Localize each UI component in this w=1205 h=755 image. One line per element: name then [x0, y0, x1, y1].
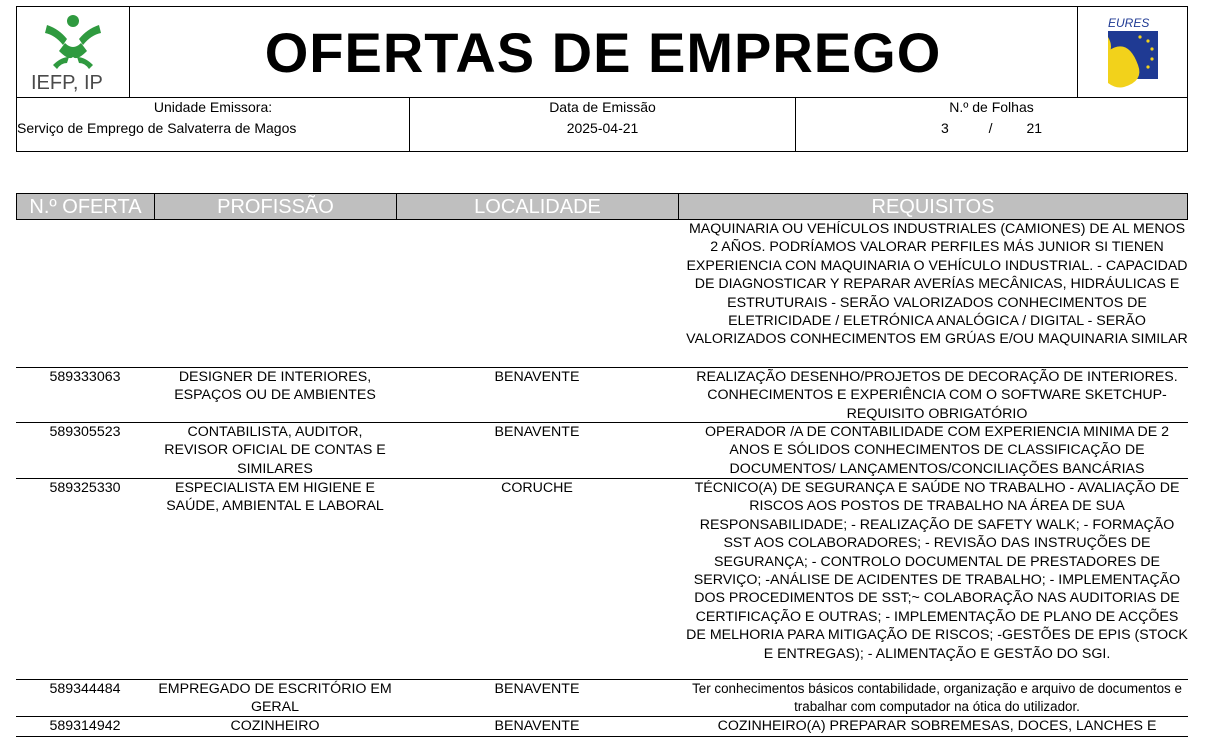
table-row: [16, 479, 1188, 680]
offer-requirements: REALIZAÇÃO DESENHO/PROJETOS DE DECORAÇÃO DE INTERIORES. CONHECIMENTOS E EXPERIÊNCIA COM O SOFTWARE SKETCHUP-REQUISITO OBRIGATÓRIO: [696, 369, 1178, 422]
offer-number: 589325330: [49, 480, 121, 496]
eures-logo-icon: [1078, 7, 1188, 97]
table-row: [16, 680, 1188, 717]
header-meta-row: [17, 98, 1187, 152]
offer-number: 589344484: [49, 681, 121, 697]
header-requisitos: REQUISITOS: [871, 196, 995, 218]
offer-location: BENAVENTE: [494, 424, 580, 440]
offer-profession: EMPREGADO DE ESCRITÓRIO EM GERAL: [158, 681, 392, 716]
iefp-logo-icon: [17, 7, 129, 97]
data-emissao-label: Data de Emissão: [549, 99, 656, 115]
iefp-logo-text: IEFP, IP: [31, 72, 103, 94]
offer-location: CORUCHE: [501, 480, 573, 496]
table-row: [16, 220, 1188, 368]
header-top-row: [17, 7, 1187, 98]
offer-location: BENAVENTE: [494, 681, 580, 697]
folhas-label: N.º de Folhas: [949, 99, 1034, 115]
table-row: [16, 423, 1188, 479]
eures-logo-text: EURES: [1108, 16, 1150, 30]
header-num-oferta: N.º OFERTA: [17, 194, 155, 219]
header-profissao: PROFISSÃO: [155, 194, 397, 219]
folhas-separator: /: [988, 120, 993, 136]
offer-profession: DESIGNER DE INTERIORES, ESPAÇOS OU DE AMBIENTES: [174, 369, 376, 404]
data-emissao-value: 2025-04-21: [566, 120, 639, 136]
page-title: OFERTAS DE EMPREGO: [264, 20, 942, 84]
folhas-cell: [796, 98, 1187, 152]
offer-location: BENAVENTE: [494, 718, 580, 734]
offer-number: 589314942: [49, 718, 121, 734]
folhas-value: [796, 120, 1187, 136]
document-header: [16, 6, 1188, 152]
table-row: [16, 717, 1188, 737]
offer-requirements: COZINHEIRO(A) PREPARAR SOBREMESAS, DOCES, LANCHES E: [717, 718, 1157, 734]
header-localidade: LOCALIDADE: [397, 194, 679, 219]
iefp-logo: [17, 7, 130, 97]
offer-number: 589305523: [49, 424, 121, 440]
offer-profession: CONTABILISTA, AUDITOR, REVISOR OFICIAL DE CONTAS E SIMILARES: [164, 424, 386, 477]
offer-requirements: MAQUINARIA OU VEHÍCULOS INDUSTRIALES (CAMIONES) DE AL MENOS 2 AÑOS. PODRÍAMOS VALORAR PERFILES MÁS JUNIOR SI TIENEN EXPERIENCIA CON MAQUINARIA O VEHÍCULO INDUSTRIAL. - CAPACIDAD DE DIAGNOSTICAR Y REPARAR AVERÍAS MECÂNICAS, HIDRÁULICAS E ESTRUTURAIS - SERÃO VALORIZADOS CONHECIMENTOS DE ELETRICIDADE / ELETRÓNICA ANALÓGICA / DIGITAL - SERÃO VALORIZADOS CONHECIMENTOS EM GRÚAS E/OU MAQUINARIA SIMILAR: [686, 221, 1188, 348]
emissor-value: Serviço de Emprego de Salvaterra de Magos: [17, 120, 297, 136]
emissor-cell: [17, 98, 410, 152]
offer-profession: COZINHEIRO: [230, 718, 320, 734]
offer-location: BENAVENTE: [494, 369, 580, 385]
data-emissao-cell: [410, 98, 796, 152]
table-header-row: [16, 193, 1188, 220]
emissor-label: Unidade Emissora:: [153, 99, 273, 115]
folhas-current: 3: [940, 120, 949, 136]
offer-profession: ESPECIALISTA EM HIGIENE E SAÚDE, AMBIENTAL E LABORAL: [166, 480, 384, 515]
offer-number: 589333063: [49, 369, 121, 385]
folhas-total: 21: [1026, 120, 1043, 136]
offer-requirements: TÉCNICO(A) DE SEGURANÇA E SAÚDE NO TRABALHO - AVALIAÇÃO DE RISCOS AOS POSTOS DE TRABALHO NA ÁREA DE SUA RESPONSABILIDADE; - REALIZAÇÃO DE SAFETY WALK; - FORMAÇÃO SST AOS COLABORADORES; - REVISÃO DAS INSTRUÇÕES DE SEGURANÇA; - CONTROLO DOCUMENTAL DE PRESTADORES DE SERVIÇO; -ANÁLISE DE ACIDENTES DE TRABALHO; - IMPLEMENTAÇÃO DOS PROCEDIMENTOS DE SST;~ COLABORAÇÃO NAS AUDITORIAS DE CERTIFICAÇÃO E OUTRAS; - IMPLEMENTAÇÃO DE PLANO DE ACÇÕES DE MELHORIA PARA MITIGAÇÃO DE RISCOS; -GESTÕES DE EPIS (STOCK E ENTREGAS); - ALIMENTAÇÃO E GESTÃO DO SGI.: [686, 480, 1188, 662]
offer-requirements: OPERADOR /A DE CONTABILIDADE COM EXPERIENCIA MINIMA DE 2 ANOS E SÓLIDOS CONHECIMENTOS DE CLASSIFICAÇÃO DE DOCUMENTOS/ LANÇAMENTOS/CONCILIAÇÕES BANCÁRIAS: [704, 424, 1170, 477]
offer-requirements: Ter conhecimentos básicos contabilidade, organização e arquivo de documentos e trabalhar com computador na ótica do utilizador.: [692, 681, 1182, 715]
table-row: [16, 368, 1188, 423]
eures-logo: [1077, 7, 1188, 97]
